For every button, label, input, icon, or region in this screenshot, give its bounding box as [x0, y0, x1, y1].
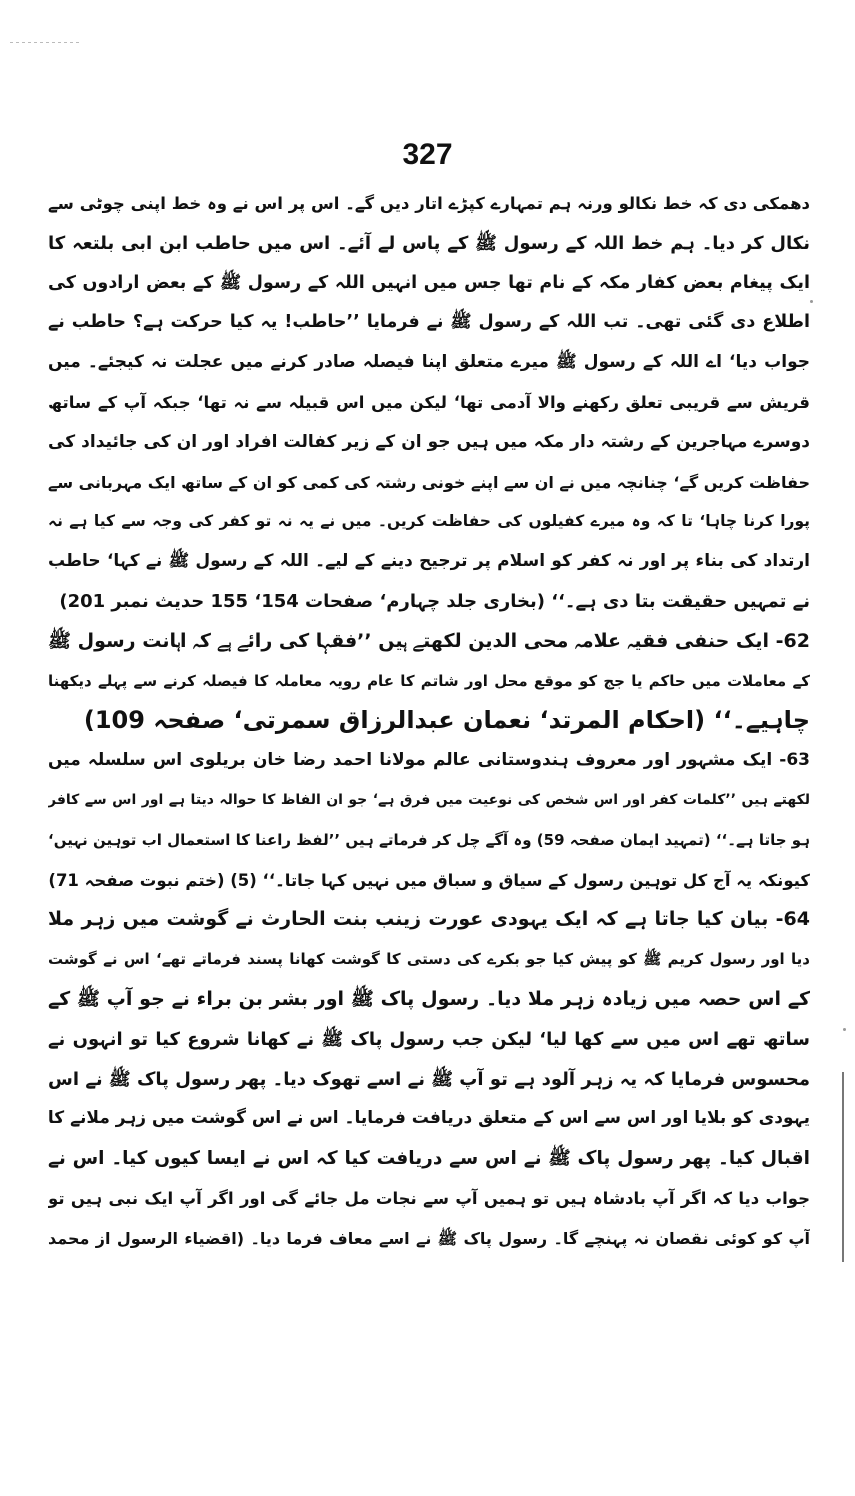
- text-line: 64- بیان کیا جاتا ہے کہ ایک یہودی عورت زینب بنت الحارث نے گوشت میں زہر ملا: [48, 908, 810, 931]
- text-line: لکھتے ہیں ’’کلمات کفر اور اس شخص کی نوعیت میں فرق ہے‘ جو ان الفاظ کا حوالہ دیتا ہے اور اس سے کافر: [48, 791, 810, 808]
- page-number: 327: [402, 138, 453, 171]
- text-line: نے تمہیں حقیقت بتا دی ہے۔‘‘ (بخاری جلد چہارم‘ صفحات 154‘ 155 حدیث نمبر 201): [59, 590, 810, 612]
- text-line: اطلاع دی گئی تھی۔ تب اللہ کے رسول ﷺ نے فرمایا ’’حاطب! یہ کیا حرکت ہے؟ حاطب نے: [48, 312, 810, 333]
- text-line: ساتھ تھے اس میں سے کھا لیا‘ لیکن جب رسول پاک ﷺ نے کھانا شروع کیا تو انہوں نے: [48, 1028, 810, 1050]
- text-line: یہودی کو بلایا اور اس سے اس کے متعلق دریافت فرمایا۔ اس نے اس گوشت میں زہر ملانے کا: [48, 1108, 810, 1129]
- text-line: اقبال کیا۔ پھر رسول پاک ﷺ نے اس سے دریافت کیا کہ اس نے ایسا کیوں کیا۔ اس نے: [48, 1148, 810, 1170]
- text-line: محسوس فرمایا کہ یہ زہر آلود ہے تو آپ ﷺ نے اسے تھوک دیا۔ پھر رسول پاک ﷺ نے اس: [48, 1068, 810, 1090]
- text-line: نکال کر دیا۔ ہم خط اللہ کے رسول ﷺ کے پاس لے آئے۔ اس میں حاطب ابن ابی بلتعہ کا: [48, 232, 810, 254]
- text-line: پورا کرنا چاہا‘ تا کہ وہ میرے کفیلوں کی حفاظت کریں۔ میں نے یہ نہ تو کفر کی وجہ سے کیا ہے نہ: [48, 512, 810, 531]
- text-line: ایک پیغام بعض کفار مکہ کے نام تھا جس میں انہیں اللہ کے رسول ﷺ کے بعض ارادوں کی: [48, 272, 810, 293]
- text-line: جواب دیا‘ اے اللہ کے رسول ﷺ میرے متعلق اپنا فیصلہ صادر کرنے میں عجلت نہ کیجئے۔ میں: [48, 352, 810, 373]
- text-line: جواب دیا کہ اگر آپ بادشاہ ہیں تو ہمیں آپ سے نجات مل جائے گی اور اگر آپ ایک نبی ہیں تو: [48, 1188, 810, 1208]
- body-text: [48, 184, 810, 1259]
- text-line: دیا اور رسول کریم ﷺ کو پیش کیا جو بکرے کی دستی کا گوشت کھانا پسند فرماتے تھے‘ اس نے گوشت: [48, 950, 810, 969]
- text-line: حفاظت کریں گے‘ چنانچہ میں نے ان سے اپنے خونی رشتہ کی کمی کو ان کے ساتھ ایک مہربانی سے: [48, 472, 810, 492]
- text-line: کیونکہ یہ آج کل توہین رسول کے سیاق و سباق میں نہیں کہا جاتا۔‘‘ (5) (ختم نبوت صفحہ 71): [48, 870, 810, 890]
- text-line: کے اس حصہ میں زیادہ زہر ملا دیا۔ رسول پاک ﷺ اور بشر بن براء نے جو آپ ﷺ کے: [48, 987, 810, 1010]
- text-line: چاہیے۔‘‘ (احکام المرتد‘ نعمان عبدالرزاق سمرتی‘ صفحہ 109): [83, 706, 810, 735]
- text-line: قریش سے قریبی تعلق رکھنے والا آدمی تھا‘ لیکن میں اس قبیلہ سے نہ تھا‘ جبکہ آپ کے ساتھ: [48, 392, 810, 412]
- text-line: آپ کو کوئی نقصان نہ پہنچے گا۔ رسول پاک ﷺ نے اسے معاف فرما دیا۔ (اقضیاء الرسول از محمد: [48, 1228, 810, 1248]
- text-line: 63- ایک مشہور اور معروف ہندوستانی عالم مولانا احمد رضا خان بریلوی اس سلسلہ میں: [48, 750, 810, 771]
- text-line: ارتداد کی بناء پر اور نہ کفر کو اسلام پر ترجیح دینے کے لیے۔ اللہ کے رسول ﷺ نے کہا‘ حاطب: [48, 551, 810, 572]
- scan-speck: [843, 1028, 846, 1031]
- scan-speck: [810, 300, 813, 303]
- text-line: ہو جاتا ہے۔‘‘ (تمہید ایمان صفحہ 59) وہ آگے چل کر فرماتے ہیں ’’لفظ راعنا کا استعمال اب توہین نہیں‘: [48, 830, 810, 849]
- text-line: دوسرے مہاجرین کے رشتہ دار مکہ میں ہیں جو ان کے زیر کفالت افراد اور ان کی جائیداد کی: [48, 431, 810, 452]
- text-line: 62- ایک حنفی فقیہ علامہ محی الدین لکھتے ہیں ’’فقہا کی رائے ہے کہ اہانت رسول ﷺ: [48, 629, 810, 652]
- scan-artifact: [10, 42, 80, 43]
- scan-edge-line: [842, 1072, 844, 1262]
- text-line: کے معاملات میں حاکم یا جج کو موقع محل اور شاتم کا عام رویہ معاملہ کا فیصلہ کرنے سے پہلے دیکھنا: [48, 671, 810, 690]
- text-line: دھمکی دی کہ خط نکالو ورنہ ہم تمہارے کپڑے اتار دیں گے۔ اس پر اس نے وہ خط اپنی چوٹی سے: [48, 194, 810, 213]
